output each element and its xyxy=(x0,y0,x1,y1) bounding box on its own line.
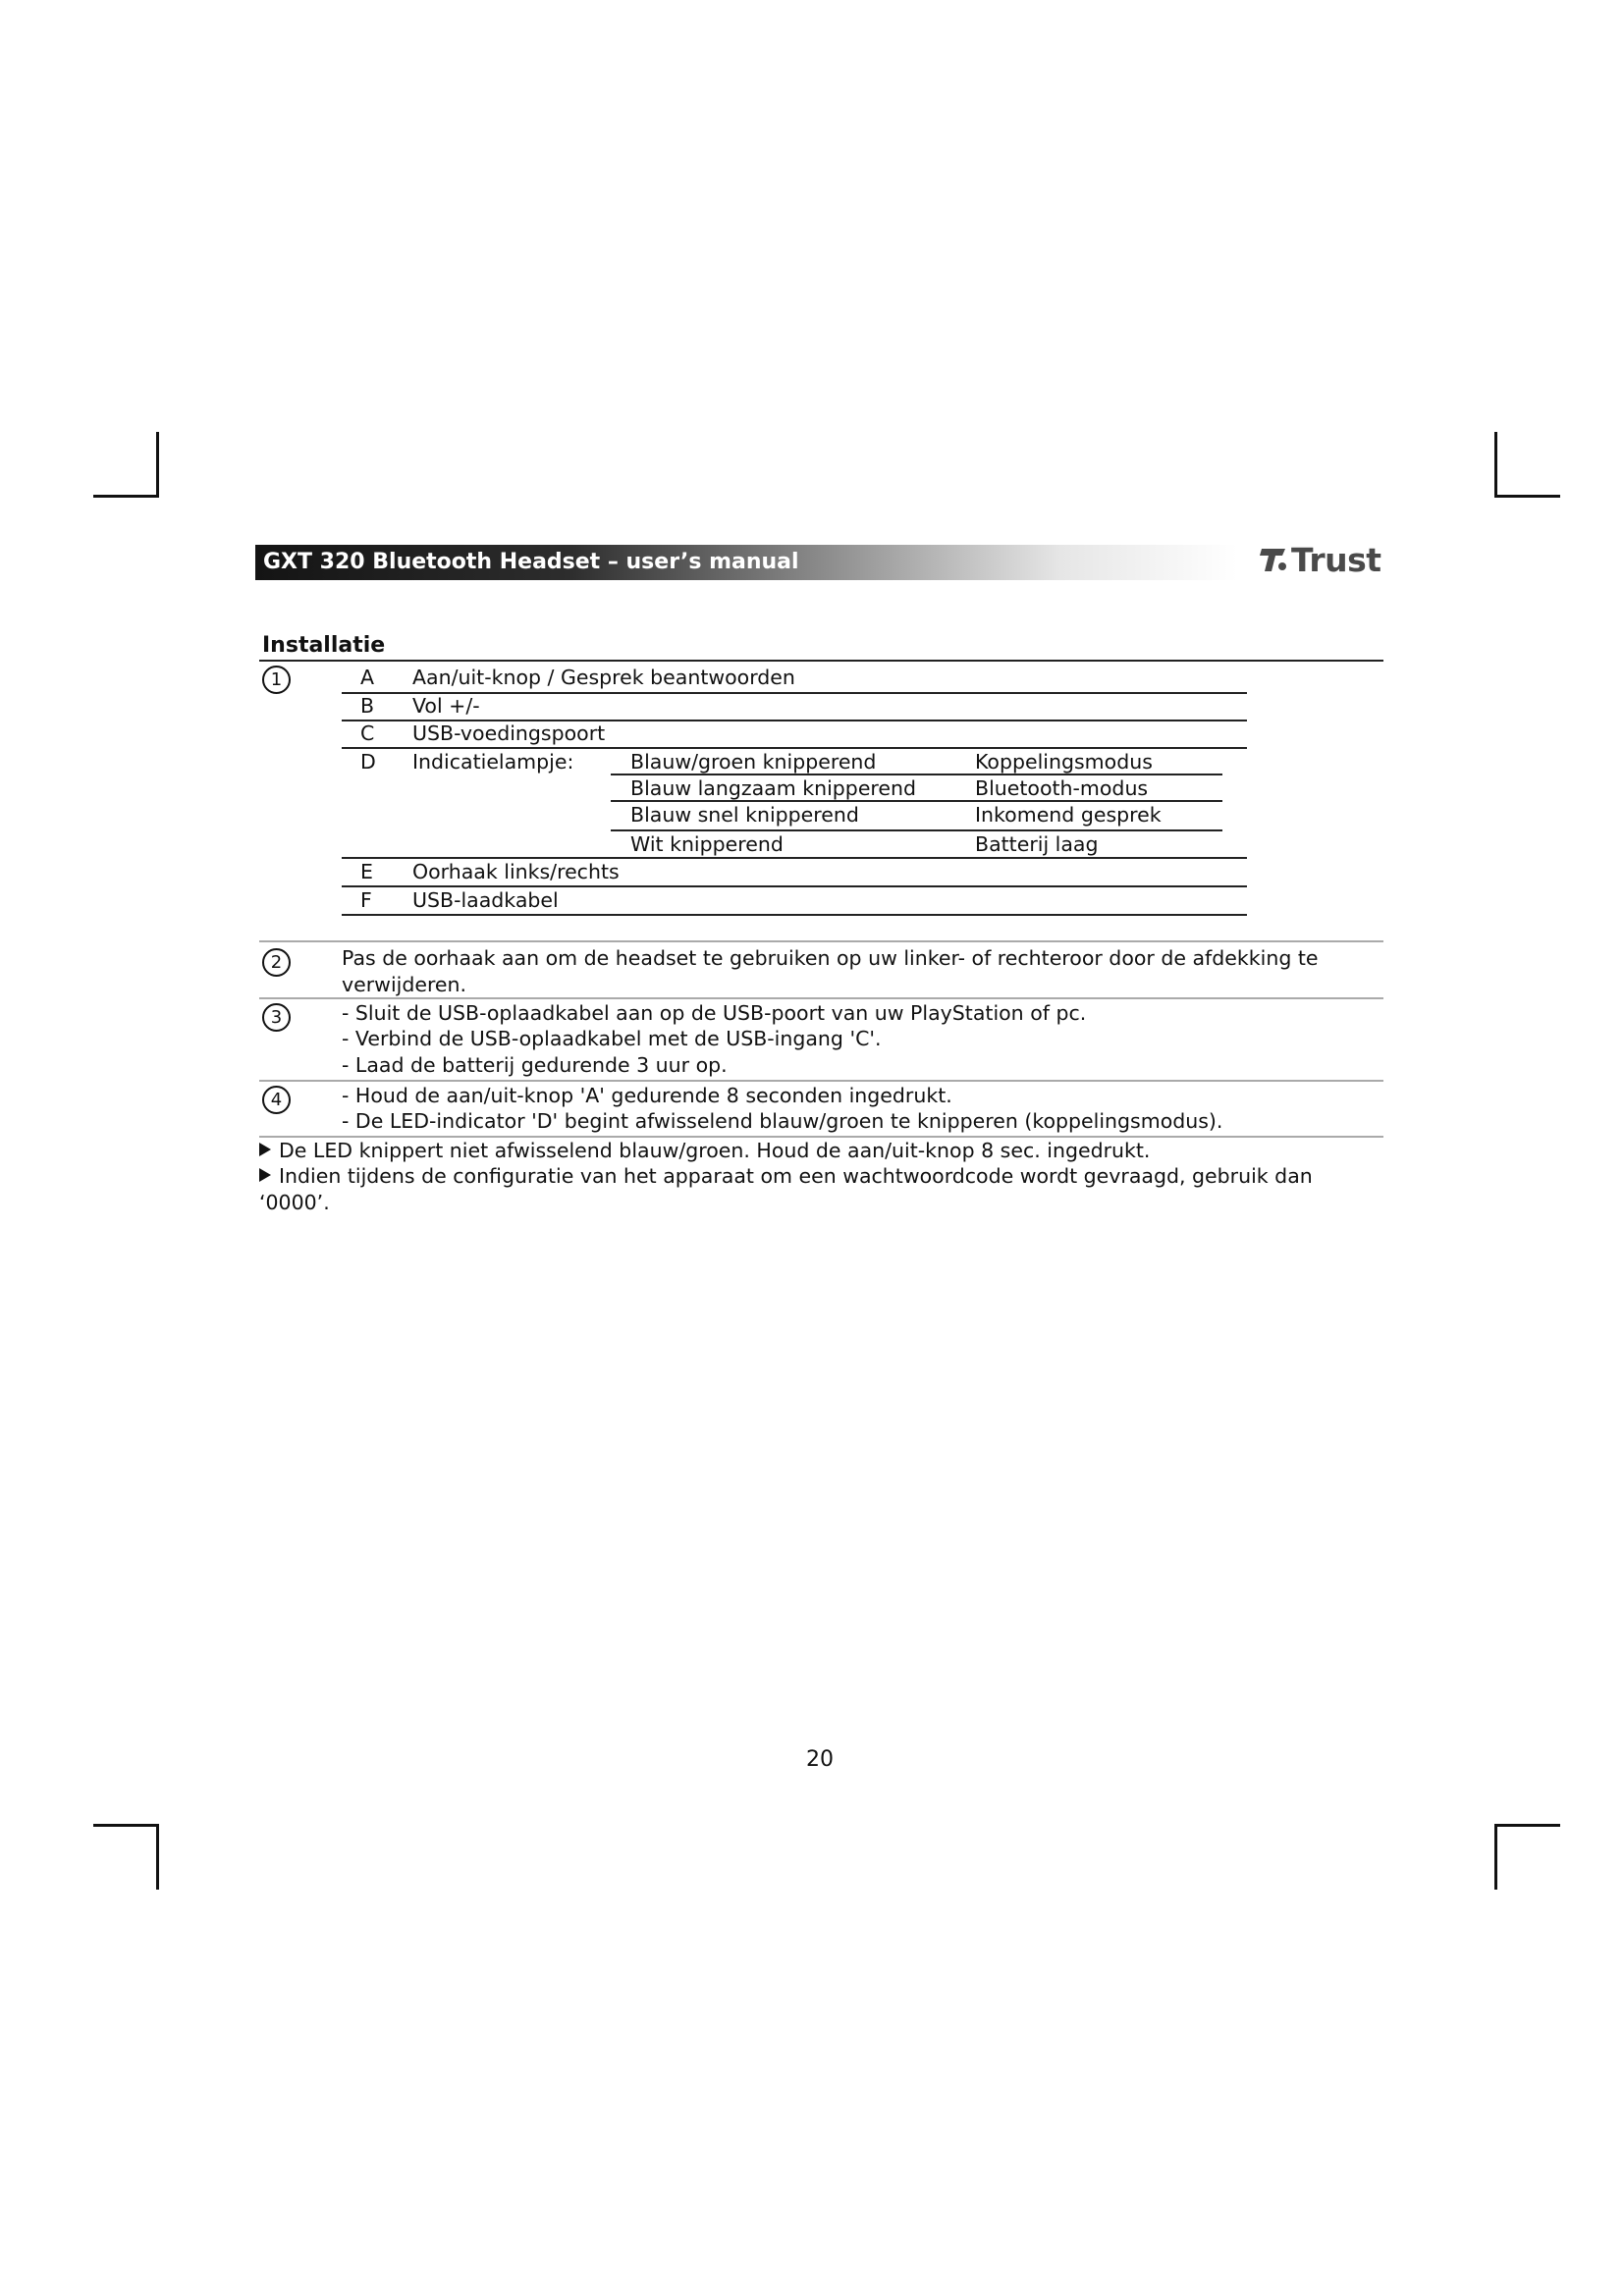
part-letter: B xyxy=(360,694,375,718)
trust-logo-icon xyxy=(1259,545,1288,574)
part-label: Aan/uit-knop / Gesprek beantwoorden xyxy=(412,666,795,689)
part-label: USB-laadkabel xyxy=(412,888,559,912)
header-bar xyxy=(255,545,1237,580)
step-3-number: 3 xyxy=(262,1003,291,1032)
crop-mark-top-left xyxy=(93,432,159,498)
manual-title: GXT 320 Bluetooth Headset – user’s manual xyxy=(263,550,799,574)
section-rule xyxy=(259,660,1383,662)
led-meaning: Bluetooth-modus xyxy=(975,776,1149,800)
row-rule xyxy=(342,914,1247,916)
page-number: 20 xyxy=(806,1747,834,1772)
part-letter: A xyxy=(360,666,375,689)
part-label: Vol +/- xyxy=(412,694,480,718)
step-4-line: - Houd de aan/uit-knop 'A' gedurende 8 seconden ingedrukt. xyxy=(342,1084,952,1107)
step-rule xyxy=(259,997,1383,999)
led-state: Blauw langzaam knipperend xyxy=(630,776,917,800)
part-letter: C xyxy=(360,721,375,745)
step-rule xyxy=(259,1080,1383,1082)
led-meaning: Batterij laag xyxy=(975,832,1099,856)
step-rule xyxy=(259,940,1383,942)
note-text: Indien tijdens de configuratie van het apparaat om een wachtwoordcode wordt gevraagd, gebruik dan ‘0000’. xyxy=(259,1164,1313,1214)
crop-mark-top-right xyxy=(1494,432,1560,498)
step-3-line: - Verbind de USB-oplaadkabel met de USB-ingang 'C'. xyxy=(342,1027,882,1050)
step-2-text: Pas de oorhaak aan om de headset te gebruiken op uw linker- of rechteroor door de afdekking te verwijderen. xyxy=(342,946,1319,996)
step-4-line: - De LED-indicator 'D' begint afwisselend blauw/groen te knipperen (koppelingsmodus). xyxy=(342,1109,1223,1133)
section-title: Installatie xyxy=(262,633,386,658)
trust-logo-text: Trust xyxy=(1291,540,1381,579)
part-letter: D xyxy=(360,750,376,774)
note-item xyxy=(259,1138,1359,1164)
led-state: Wit knipperend xyxy=(630,832,784,856)
note-item xyxy=(259,1163,1339,1215)
step-3-line: - Sluit de USB-oplaadkabel aan op de USB-poort van uw PlayStation of pc. xyxy=(342,1001,1087,1025)
led-state: Blauw snel knipperend xyxy=(630,803,859,827)
part-letter: F xyxy=(360,888,372,912)
led-state: Blauw/groen knipperend xyxy=(630,750,877,774)
step-1-number: 1 xyxy=(262,666,291,694)
part-label: Indicatielampje: xyxy=(412,750,574,774)
trust-logo xyxy=(1259,540,1381,579)
arrow-right-icon xyxy=(259,1143,271,1156)
part-letter: E xyxy=(360,860,373,883)
part-label: Oorhaak links/rechts xyxy=(412,860,620,883)
arrow-right-icon xyxy=(259,1168,271,1182)
step-2-number: 2 xyxy=(262,948,291,977)
led-meaning: Inkomend gesprek xyxy=(975,803,1162,827)
crop-mark-bottom-left xyxy=(93,1824,159,1890)
led-meaning: Koppelingsmodus xyxy=(975,750,1153,774)
note-text: De LED knippert niet afwisselend blauw/groen. Houd de aan/uit-knop 8 sec. ingedrukt. xyxy=(279,1139,1151,1162)
step-4-number: 4 xyxy=(262,1086,291,1114)
part-label: USB-voedingspoort xyxy=(412,721,606,745)
step-3-line: - Laad de batterij gedurende 3 uur op. xyxy=(342,1053,728,1077)
crop-mark-bottom-right xyxy=(1494,1824,1560,1890)
